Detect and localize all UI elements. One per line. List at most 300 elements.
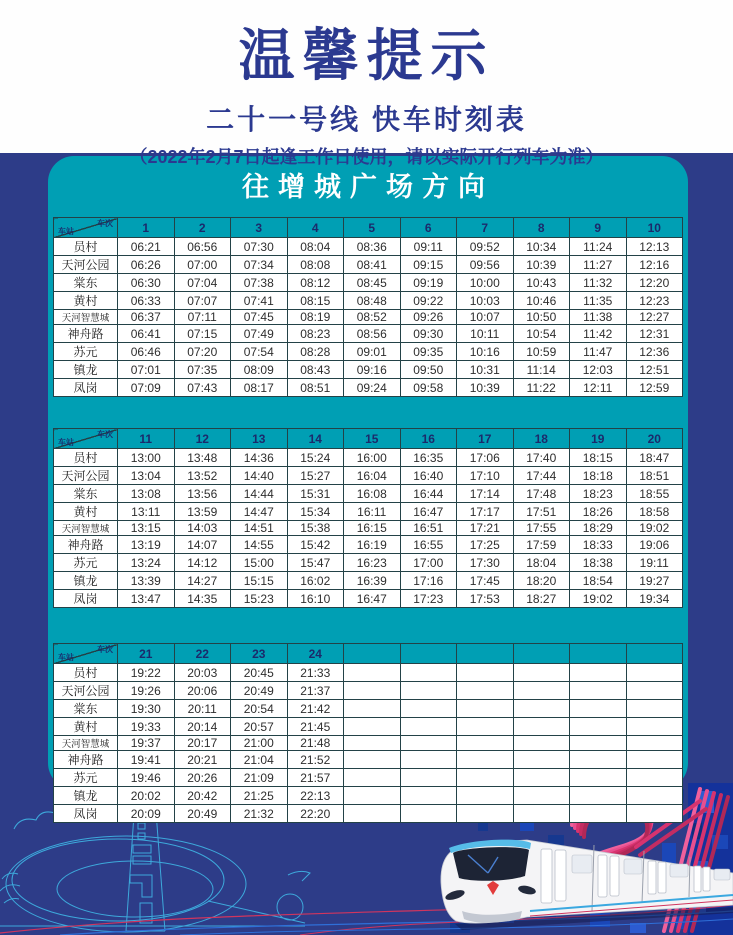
time-cell xyxy=(570,736,627,751)
station-row xyxy=(54,379,683,397)
station-name-cell: 凤岗 xyxy=(54,590,118,608)
wheel-line-art xyxy=(277,894,303,920)
time-cell: 19:11 xyxy=(626,554,683,572)
time-cell: 18:51 xyxy=(626,467,683,485)
station-name-cell: 天河智慧城 xyxy=(54,310,118,325)
time-cell: 07:34 xyxy=(231,256,288,274)
time-cell: 13:04 xyxy=(118,467,175,485)
time-cell: 13:48 xyxy=(174,449,231,467)
time-cell: 07:15 xyxy=(174,325,231,343)
time-cell: 16:40 xyxy=(400,467,457,485)
timetable-3 xyxy=(53,643,683,823)
train-number-cell: 23 xyxy=(231,644,288,664)
time-cell: 09:19 xyxy=(400,274,457,292)
time-cell: 08:04 xyxy=(287,238,344,256)
time-cell: 07:35 xyxy=(174,361,231,379)
time-cell: 07:54 xyxy=(231,343,288,361)
time-cell xyxy=(626,805,683,823)
station-name-cell: 黄村 xyxy=(54,718,118,736)
train-windshield xyxy=(453,847,529,881)
station-name-cell: 神舟路 xyxy=(54,536,118,554)
time-cell: 14:44 xyxy=(231,485,288,503)
ring-line-art xyxy=(57,861,213,917)
time-cell: 12:11 xyxy=(570,379,627,397)
time-cell xyxy=(513,769,570,787)
time-cell: 20:45 xyxy=(231,664,288,682)
station-name-cell: 天河智慧城 xyxy=(54,736,118,751)
time-cell: 12:16 xyxy=(626,256,683,274)
station-name-cell: 棠东 xyxy=(54,485,118,503)
time-cell xyxy=(344,718,401,736)
time-cell: 20:06 xyxy=(174,682,231,700)
time-cell: 20:21 xyxy=(174,751,231,769)
time-cell xyxy=(626,682,683,700)
time-cell xyxy=(626,751,683,769)
time-cell: 17:23 xyxy=(400,590,457,608)
time-cell: 12:03 xyxy=(570,361,627,379)
time-cell: 07:09 xyxy=(118,379,175,397)
train-number-cell: 24 xyxy=(287,644,344,664)
time-cell: 14:35 xyxy=(174,590,231,608)
time-cell xyxy=(457,751,514,769)
ring-line-art xyxy=(12,839,224,921)
time-cell xyxy=(513,664,570,682)
time-cell: 14:40 xyxy=(231,467,288,485)
time-cell xyxy=(513,736,570,751)
time-cell: 10:31 xyxy=(457,361,514,379)
time-cell: 16:39 xyxy=(344,572,401,590)
time-cell: 19:33 xyxy=(118,718,175,736)
train-number-cell: 20 xyxy=(626,429,683,449)
time-cell: 19:27 xyxy=(626,572,683,590)
station-row xyxy=(54,503,683,521)
train-number-cell xyxy=(400,644,457,664)
time-cell: 20:17 xyxy=(174,736,231,751)
time-cell xyxy=(344,787,401,805)
time-cell xyxy=(457,769,514,787)
time-cell: 07:41 xyxy=(231,292,288,310)
time-cell xyxy=(344,805,401,823)
time-cell: 08:52 xyxy=(344,310,401,325)
plane-line-art xyxy=(288,871,310,881)
time-cell xyxy=(400,700,457,718)
station-name-cell: 员村 xyxy=(54,664,118,682)
time-cell: 15:23 xyxy=(231,590,288,608)
station-row xyxy=(54,572,683,590)
time-cell: 16:55 xyxy=(400,536,457,554)
time-cell: 18:18 xyxy=(570,467,627,485)
time-cell: 18:38 xyxy=(570,554,627,572)
time-cell: 11:47 xyxy=(570,343,627,361)
time-cell xyxy=(400,736,457,751)
time-cell: 09:16 xyxy=(344,361,401,379)
train-number-cell: 5 xyxy=(344,218,401,238)
train-number-cell: 1 xyxy=(118,218,175,238)
time-cell: 11:35 xyxy=(570,292,627,310)
time-cell: 17:53 xyxy=(457,590,514,608)
time-cell: 07:20 xyxy=(174,343,231,361)
corner-cell xyxy=(54,429,118,449)
time-cell: 08:09 xyxy=(231,361,288,379)
time-cell: 20:14 xyxy=(174,718,231,736)
station-row xyxy=(54,769,683,787)
station-name-cell: 员村 xyxy=(54,449,118,467)
train-number-cell: 16 xyxy=(400,429,457,449)
time-cell xyxy=(626,718,683,736)
time-cell: 20:02 xyxy=(118,787,175,805)
time-cell: 13:00 xyxy=(118,449,175,467)
time-cell: 07:49 xyxy=(231,325,288,343)
time-cell: 18:47 xyxy=(626,449,683,467)
time-cell: 16:10 xyxy=(287,590,344,608)
time-cell xyxy=(513,787,570,805)
time-cell xyxy=(344,751,401,769)
time-cell: 18:33 xyxy=(570,536,627,554)
train-number-cell: 19 xyxy=(570,429,627,449)
time-cell: 06:26 xyxy=(118,256,175,274)
time-cell: 19:46 xyxy=(118,769,175,787)
train-number-cell: 2 xyxy=(174,218,231,238)
time-cell: 09:56 xyxy=(457,256,514,274)
time-cell: 12:36 xyxy=(626,343,683,361)
time-cell: 17:25 xyxy=(457,536,514,554)
time-cell: 08:43 xyxy=(287,361,344,379)
station-name-cell: 苏元 xyxy=(54,769,118,787)
time-cell: 07:43 xyxy=(174,379,231,397)
station-row xyxy=(54,521,683,536)
corner-cell xyxy=(54,218,118,238)
time-cell: 12:51 xyxy=(626,361,683,379)
time-cell xyxy=(626,736,683,751)
time-cell xyxy=(400,805,457,823)
time-cell xyxy=(400,718,457,736)
station-name-cell: 凤岗 xyxy=(54,805,118,823)
time-cell: 18:15 xyxy=(570,449,627,467)
time-cell: 09:26 xyxy=(400,310,457,325)
time-cell: 19:34 xyxy=(626,590,683,608)
station-row xyxy=(54,554,683,572)
time-cell: 09:01 xyxy=(344,343,401,361)
time-cell: 07:01 xyxy=(118,361,175,379)
time-cell: 11:42 xyxy=(570,325,627,343)
time-cell: 20:49 xyxy=(231,682,288,700)
time-cell: 19:02 xyxy=(626,521,683,536)
station-name-cell: 天河公园 xyxy=(54,682,118,700)
station-name-cell: 员村 xyxy=(54,238,118,256)
time-cell: 19:26 xyxy=(118,682,175,700)
time-cell: 08:48 xyxy=(344,292,401,310)
time-cell: 07:04 xyxy=(174,274,231,292)
time-cell: 07:30 xyxy=(231,238,288,256)
time-cell: 08:19 xyxy=(287,310,344,325)
time-cell xyxy=(457,805,514,823)
train-number-cell: 21 xyxy=(118,644,175,664)
time-cell: 17:51 xyxy=(513,503,570,521)
time-cell: 18:26 xyxy=(570,503,627,521)
time-cell: 18:58 xyxy=(626,503,683,521)
time-cell: 09:52 xyxy=(457,238,514,256)
time-cell: 17:30 xyxy=(457,554,514,572)
time-cell: 20:54 xyxy=(231,700,288,718)
time-cell xyxy=(513,682,570,700)
time-cell: 09:22 xyxy=(400,292,457,310)
time-cell: 10:46 xyxy=(513,292,570,310)
time-cell: 09:35 xyxy=(400,343,457,361)
corner-train-label: 车次 xyxy=(97,430,113,439)
time-cell: 21:09 xyxy=(231,769,288,787)
time-cell xyxy=(570,805,627,823)
time-cell: 15:00 xyxy=(231,554,288,572)
time-cell: 16:04 xyxy=(344,467,401,485)
time-cell: 15:42 xyxy=(287,536,344,554)
timetable-2 xyxy=(53,428,683,608)
time-cell: 06:41 xyxy=(118,325,175,343)
timetable-tables xyxy=(48,217,688,823)
train-number-cell: 22 xyxy=(174,644,231,664)
time-cell: 21:48 xyxy=(287,736,344,751)
time-cell xyxy=(513,700,570,718)
train-number-cell: 6 xyxy=(400,218,457,238)
time-cell: 10:16 xyxy=(457,343,514,361)
time-cell xyxy=(513,805,570,823)
time-cell: 17:48 xyxy=(513,485,570,503)
station-row xyxy=(54,751,683,769)
time-cell: 10:59 xyxy=(513,343,570,361)
corner-station-label: 车站 xyxy=(58,438,74,447)
station-name-cell: 镇龙 xyxy=(54,787,118,805)
validity-note: （2022年2月7日起逢工作日使用，请以实际开行列车为准） xyxy=(129,147,604,167)
time-cell xyxy=(344,736,401,751)
time-cell xyxy=(400,787,457,805)
time-cell xyxy=(344,682,401,700)
time-cell: 08:28 xyxy=(287,343,344,361)
time-cell: 08:51 xyxy=(287,379,344,397)
station-name-cell: 黄村 xyxy=(54,292,118,310)
time-cell: 09:30 xyxy=(400,325,457,343)
station-row xyxy=(54,256,683,274)
station-name-cell: 镇龙 xyxy=(54,361,118,379)
train-number-cell: 3 xyxy=(231,218,288,238)
timetable-1 xyxy=(53,217,683,397)
time-cell: 10:39 xyxy=(513,256,570,274)
train-number-cell: 11 xyxy=(118,429,175,449)
station-row xyxy=(54,449,683,467)
time-cell: 16:35 xyxy=(400,449,457,467)
time-cell: 18:27 xyxy=(513,590,570,608)
time-cell: 12:31 xyxy=(626,325,683,343)
time-cell xyxy=(344,664,401,682)
train-number-cell: 12 xyxy=(174,429,231,449)
time-cell: 09:24 xyxy=(344,379,401,397)
time-cell: 12:59 xyxy=(626,379,683,397)
train-number-cell: 18 xyxy=(513,429,570,449)
time-cell: 22:20 xyxy=(287,805,344,823)
time-cell: 16:02 xyxy=(287,572,344,590)
time-cell: 15:38 xyxy=(287,521,344,536)
time-cell: 16:23 xyxy=(344,554,401,572)
time-cell: 18:23 xyxy=(570,485,627,503)
station-row xyxy=(54,485,683,503)
time-cell xyxy=(400,664,457,682)
time-cell: 06:46 xyxy=(118,343,175,361)
time-cell: 21:00 xyxy=(231,736,288,751)
time-cell: 11:24 xyxy=(570,238,627,256)
time-cell xyxy=(457,787,514,805)
time-cell: 16:15 xyxy=(344,521,401,536)
station-row xyxy=(54,736,683,751)
time-cell: 16:51 xyxy=(400,521,457,536)
time-cell: 15:31 xyxy=(287,485,344,503)
time-cell: 16:19 xyxy=(344,536,401,554)
time-cell: 13:59 xyxy=(174,503,231,521)
train-number-cell: 8 xyxy=(513,218,570,238)
time-cell: 14:12 xyxy=(174,554,231,572)
time-cell: 13:39 xyxy=(118,572,175,590)
time-cell: 21:52 xyxy=(287,751,344,769)
time-cell: 09:50 xyxy=(400,361,457,379)
time-cell: 13:08 xyxy=(118,485,175,503)
train-number-cell: 14 xyxy=(287,429,344,449)
time-cell: 21:42 xyxy=(287,700,344,718)
time-cell xyxy=(626,700,683,718)
time-cell: 12:20 xyxy=(626,274,683,292)
time-cell: 18:54 xyxy=(570,572,627,590)
time-cell: 21:37 xyxy=(287,682,344,700)
station-row xyxy=(54,361,683,379)
time-cell: 08:08 xyxy=(287,256,344,274)
time-cell: 17:10 xyxy=(457,467,514,485)
time-cell: 19:02 xyxy=(570,590,627,608)
station-name-cell: 苏元 xyxy=(54,343,118,361)
time-cell xyxy=(570,664,627,682)
time-cell: 09:58 xyxy=(400,379,457,397)
time-cell: 12:27 xyxy=(626,310,683,325)
time-cell: 21:33 xyxy=(287,664,344,682)
time-cell: 06:56 xyxy=(174,238,231,256)
time-cell: 13:19 xyxy=(118,536,175,554)
time-cell xyxy=(457,682,514,700)
time-cell: 21:57 xyxy=(287,769,344,787)
time-cell: 19:41 xyxy=(118,751,175,769)
station-row xyxy=(54,536,683,554)
time-cell xyxy=(400,682,457,700)
time-cell: 17:59 xyxy=(513,536,570,554)
station-name-cell: 棠东 xyxy=(54,700,118,718)
time-cell: 21:32 xyxy=(231,805,288,823)
time-cell: 07:11 xyxy=(174,310,231,325)
time-cell: 16:08 xyxy=(344,485,401,503)
time-cell: 20:26 xyxy=(174,769,231,787)
time-cell xyxy=(513,718,570,736)
time-cell: 10:34 xyxy=(513,238,570,256)
train-number-cell: 9 xyxy=(570,218,627,238)
time-cell: 13:11 xyxy=(118,503,175,521)
time-cell xyxy=(626,769,683,787)
time-cell: 08:15 xyxy=(287,292,344,310)
train-number-cell: 13 xyxy=(231,429,288,449)
time-cell: 21:04 xyxy=(231,751,288,769)
time-cell: 08:41 xyxy=(344,256,401,274)
line-subtitle: 二十一号线 快车时刻表 xyxy=(206,104,527,135)
time-cell: 20:49 xyxy=(174,805,231,823)
time-cell: 11:22 xyxy=(513,379,570,397)
time-cell: 17:16 xyxy=(400,572,457,590)
time-cell: 20:57 xyxy=(231,718,288,736)
time-cell: 15:24 xyxy=(287,449,344,467)
time-cell: 08:17 xyxy=(231,379,288,397)
time-cell: 20:03 xyxy=(174,664,231,682)
train-number-cell: 15 xyxy=(344,429,401,449)
time-cell: 16:47 xyxy=(344,590,401,608)
time-cell: 18:04 xyxy=(513,554,570,572)
time-cell: 08:23 xyxy=(287,325,344,343)
time-cell: 09:15 xyxy=(400,256,457,274)
station-row xyxy=(54,805,683,823)
station-row xyxy=(54,664,683,682)
time-cell: 07:00 xyxy=(174,256,231,274)
time-cell xyxy=(626,664,683,682)
time-cell: 15:47 xyxy=(287,554,344,572)
time-cell: 17:55 xyxy=(513,521,570,536)
time-cell: 10:11 xyxy=(457,325,514,343)
time-cell: 13:24 xyxy=(118,554,175,572)
time-cell: 19:06 xyxy=(626,536,683,554)
time-cell: 16:47 xyxy=(400,503,457,521)
station-row xyxy=(54,274,683,292)
time-cell: 06:21 xyxy=(118,238,175,256)
time-cell: 20:42 xyxy=(174,787,231,805)
time-cell: 17:40 xyxy=(513,449,570,467)
corner-station-label: 车站 xyxy=(58,653,74,662)
corner-cell xyxy=(54,644,118,664)
time-cell: 11:38 xyxy=(570,310,627,325)
time-cell: 07:38 xyxy=(231,274,288,292)
station-row xyxy=(54,682,683,700)
station-name-cell: 棠东 xyxy=(54,274,118,292)
station-row xyxy=(54,467,683,485)
train-number-cell xyxy=(344,644,401,664)
train-number-cell xyxy=(457,644,514,664)
station-row xyxy=(54,590,683,608)
time-cell: 21:25 xyxy=(231,787,288,805)
station-row xyxy=(54,787,683,805)
time-cell: 18:20 xyxy=(513,572,570,590)
time-cell: 13:15 xyxy=(118,521,175,536)
time-cell: 17:00 xyxy=(400,554,457,572)
time-cell: 09:11 xyxy=(400,238,457,256)
time-cell: 16:44 xyxy=(400,485,457,503)
time-cell: 08:45 xyxy=(344,274,401,292)
time-cell: 10:00 xyxy=(457,274,514,292)
time-cell: 07:07 xyxy=(174,292,231,310)
station-row xyxy=(54,700,683,718)
time-cell: 20:09 xyxy=(118,805,175,823)
time-cell: 22:13 xyxy=(287,787,344,805)
time-cell: 18:29 xyxy=(570,521,627,536)
time-cell: 17:06 xyxy=(457,449,514,467)
train-number-cell xyxy=(626,644,683,664)
time-cell: 17:14 xyxy=(457,485,514,503)
time-cell: 07:45 xyxy=(231,310,288,325)
time-cell: 08:12 xyxy=(287,274,344,292)
station-row xyxy=(54,310,683,325)
time-cell: 15:27 xyxy=(287,467,344,485)
time-cell xyxy=(513,751,570,769)
time-cell: 14:55 xyxy=(231,536,288,554)
time-cell: 21:45 xyxy=(287,718,344,736)
time-cell xyxy=(570,751,627,769)
time-cell: 10:50 xyxy=(513,310,570,325)
